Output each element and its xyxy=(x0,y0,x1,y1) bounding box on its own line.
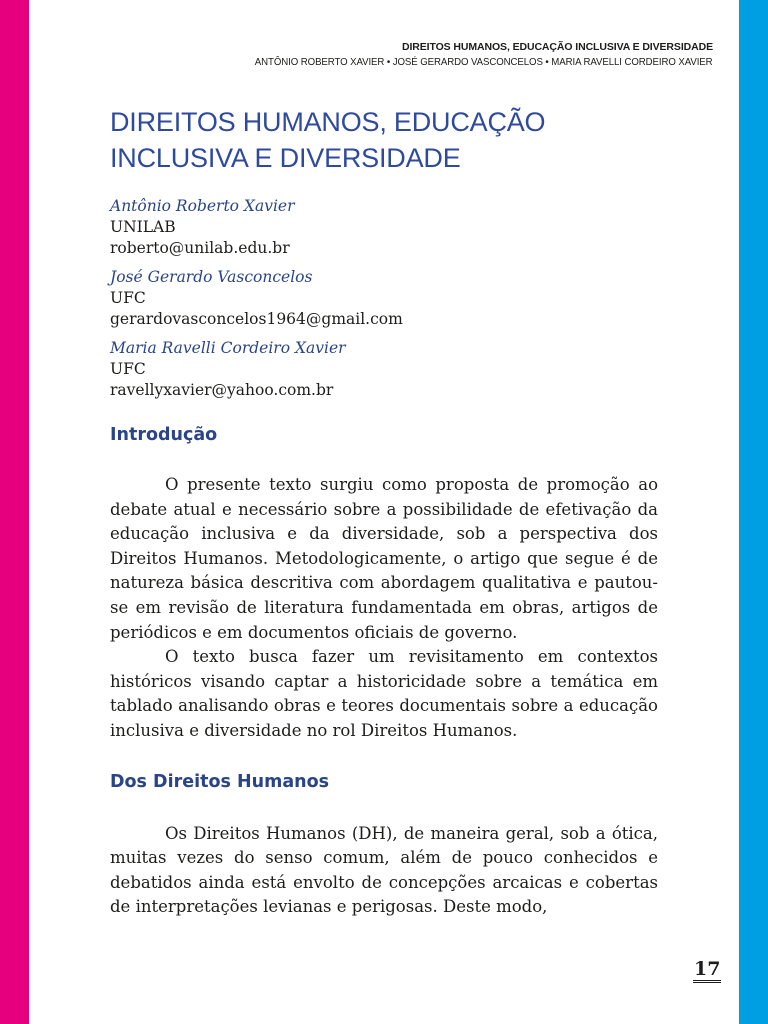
author-block xyxy=(110,338,658,401)
paragraph: O presente texto surgiu como proposta de promoção ao debate atual e necessário sobre a possibilidade de efetivação da educação inclusiva e da diversidade, sob a perspectiva dos Direitos Humanos. Metodologicamente, o artigo que segue é de natureza básica descritiva com abordagem qualitativa e pautou-se em revisão de literatura fundamentada em obras, artigos de periódicos e em documentos oficiais de governo. xyxy=(110,475,658,642)
author-email: roberto@unilab.edu.br xyxy=(110,239,290,257)
author-email: gerardovasconcelos1964@gmail.com xyxy=(110,310,403,328)
left-color-bar xyxy=(0,0,29,1024)
right-color-bar xyxy=(739,0,768,1024)
article-title-line-1: DIREITOS HUMANOS, EDUCAÇÃO xyxy=(110,107,546,137)
article-content xyxy=(110,104,658,920)
section-heading-introduction: Introdução xyxy=(110,425,218,445)
author-name: Maria Ravelli Cordeiro Xavier xyxy=(110,339,346,357)
author-institution: UFC xyxy=(110,360,146,378)
paragraph: Os Direitos Humanos (DH), de maneira geral, sob a ótica, muitas vezes do senso comum, além de pouco conhecidos e debatidos ainda está envolto de concepções arcaicas e cobertas de interpretações levianas e perigosas. Deste modo, xyxy=(110,823,658,917)
running-header-authors: ANTÔNIO ROBERTO XAVIER • JOSÉ GERARDO VASCONCELOS • MARIA RAVELLI CORDEIRO XAVIER xyxy=(255,56,713,68)
page-number: 17 xyxy=(693,958,721,983)
running-header-title: DIREITOS HUMANOS, EDUCAÇÃO INCLUSIVA E DIVERSIDADE xyxy=(401,41,713,53)
author-email: ravellyxavier@yahoo.com.br xyxy=(110,381,334,399)
direitos-humanos-body xyxy=(110,822,658,920)
introduction-body xyxy=(110,473,658,744)
author-block xyxy=(110,196,658,259)
section-heading-direitos-humanos: Dos Direitos Humanos xyxy=(110,771,330,792)
paragraph: O texto busca fazer um revisitamento em contextos históricos visando captar a historicidade sobre a temática em tablado analisando obras e teores documentais sobre a educação inclusiva e diversidade no rol Direitos Humanos. xyxy=(110,647,658,740)
author-block xyxy=(110,267,658,330)
author-institution: UFC xyxy=(110,289,146,307)
article-title-line-2: INCLUSIVA E DIVERSIDADE xyxy=(110,143,461,173)
author-name: Antônio Roberto Xavier xyxy=(110,197,295,215)
author-name: José Gerardo Vasconcelos xyxy=(110,268,313,286)
author-list xyxy=(110,196,658,401)
running-header xyxy=(215,40,713,70)
article-title xyxy=(110,104,658,176)
author-institution: UNILAB xyxy=(110,218,176,236)
